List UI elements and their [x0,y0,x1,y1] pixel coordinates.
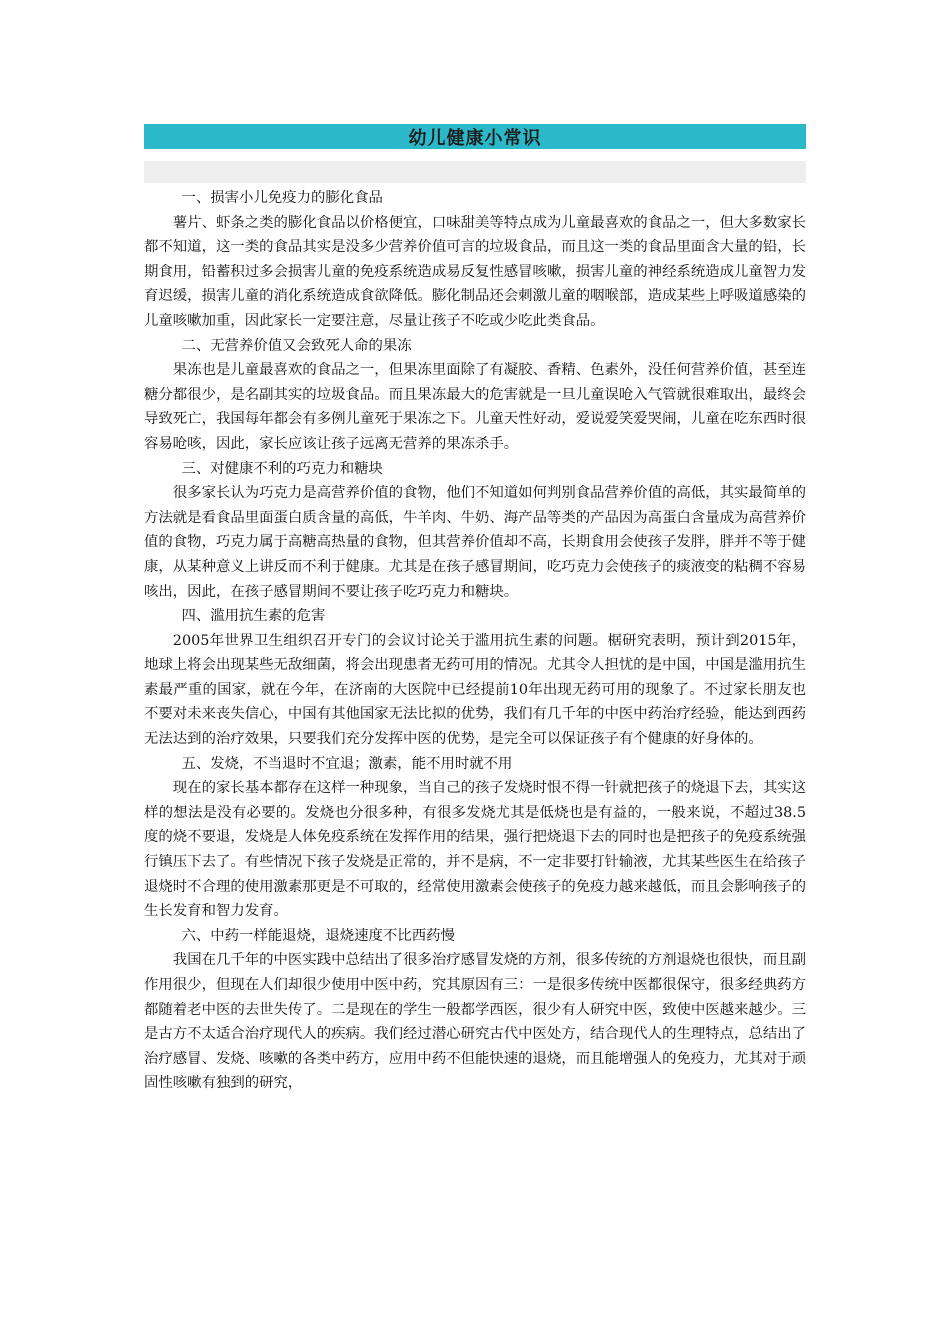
section-heading-3: 三、对健康不利的巧克力和糖块 [181,460,383,477]
section-heading-2: 二、无营养价值又会致死人命的果冻 [181,337,412,354]
section-heading-4: 四、滥用抗生素的危害 [181,608,326,625]
section-paragraph-3: 很多家长认为巧克力是高营养价值的食物，他们不知道如何判别食品营养价值的高低，其实最简单的方法就是看食品里面蛋白质含量的高低，牛羊肉、牛奶、海产品等类的产品因为高蛋白含量成为高营养价值的食物，巧克力属于高糖高热量的食物，但其营养价值却不高，长期食用会使孩子发胖，胖并不等于健康，从某种意义上讲反而不利于健康。尤其是在孩子感冒期间，吃巧克力会使孩子的痰液变的粘稠不容易咳出，因此，在孩子感冒期间不要让孩子吃巧克力和糖块。 [144,485,806,600]
section-heading-1: 一、损害小儿免疫力的膨化食品 [181,190,383,206]
section-paragraph-5: 现在的家长基本都存在这样一种现象，当自己的孩子发烧时恨不得一针就把孩子的烧退下去，其实这样的想法是没有必要的。发烧也分很多种，有很多发烧尤其是低烧也是有益的，一般来说，不超过38.5度的烧不要退，发烧是人体免疫系统在发挥作用的结果，强行把烧退下去的同时也是把孩子的免疫系统强行镇压下去了。有些情况下孩子发烧是正常的，并不是病，不一定非要打针输液，尤其某些医生在给孩子退烧时不合理的使用激素那更是不可取的，经常使用激素会使孩子的免疫力越来越低，而且会影响孩子的生长发育和智力发育。 [144,780,806,920]
article-body [144,186,806,1096]
section-paragraph-4: 2005年世界卫生组织召开专门的会议讨论关于滥用抗生素的问题。椐研究表明，预计到2015年，地球上将会出现某些无敌细菌，将会出现患者无药可用的情况。尤其令人担忧的是中国，中国是滥用抗生素最严重的国家，就在今年，在济南的大医院中已经提前10年出现无药可用的现象了。不过家长朋友也不要对未来丧失信心，中国有其他国家无法比拟的优势，我们有几千年的中医中药治疗经验，能达到西药无法达到的治疗效果，只要我们充分发挥中医的优势，是完全可以保证孩子有个健康的好身体的。 [144,632,806,748]
section-heading-5: 五、发烧，不当退时不宜退；激素，能不用时就不用 [181,755,513,772]
section-heading-6: 六、中药一样能退烧，退烧速度不比西药慢 [181,927,455,944]
title-banner [144,124,806,149]
section-paragraph-6: 我国在几千年的中医实践中总结出了很多治疗感冒发烧的方剂，很多传统的方剂退烧也很快，而且副作用很少，但现在人们却很少使用中医中药，究其原因有三：一是很多传统中医都很保守，很多经典药方都随着老中医的去世失传了。二是现在的学生一般都学西医，很少有人研究中医，致使中医越来越少。三是古方不太适合治疗现代人的疾病。我们经过潜心研究古代中医处方，结合现代人的生理特点，总结出了治疗感冒、发烧、咳嗽的各类中药方，应用中药不但能快速的退烧，而且能增强人的免疫力，尤其对于顽固性咳嗽有独到的研究， [144,952,806,1092]
section-paragraph-1: 薯片、虾条之类的膨化食品以价格便宜，口味甜美等特点成为儿童最喜欢的食品之一，但大多数家长都不知道，这一类的食品其实是没多少营养价值可言的垃圾食品，而且这一类的食品里面含大量的铅，长期食用，铅蓄积过多会损害儿童的免疫系统造成易反复性感冒咳嗽，损害儿童的神经系统造成儿童智力发育迟缓，损害儿童的消化系统造成食欲降低。膨化制品还会刺激儿童的咽喉部，造成某些上呼吸道感染的儿童咳嗽加重，因此家长一定要注意，尽量让孩子不吃或少吃此类食品。 [144,214,806,329]
section-paragraph-2: 果冻也是儿童最喜欢的食品之一，但果冻里面除了有凝胶、香精、色素外，没任何营养价值，甚至连糖分都很少，是名副其实的垃圾食品。而且果冻最大的危害就是一旦儿童误呛入气管就很难取出，最终会导致死亡，我国每年都会有多例儿童死于果冻之下。儿童天性好动，爱说爱笑爱哭闹，儿童在吃东西时很容易呛咳，因此，家长应该让孩子远离无营养的果冻杀手。 [144,362,806,452]
document-title: 幼儿健康小常识 [408,127,542,149]
subtitle-banner [144,161,806,183]
